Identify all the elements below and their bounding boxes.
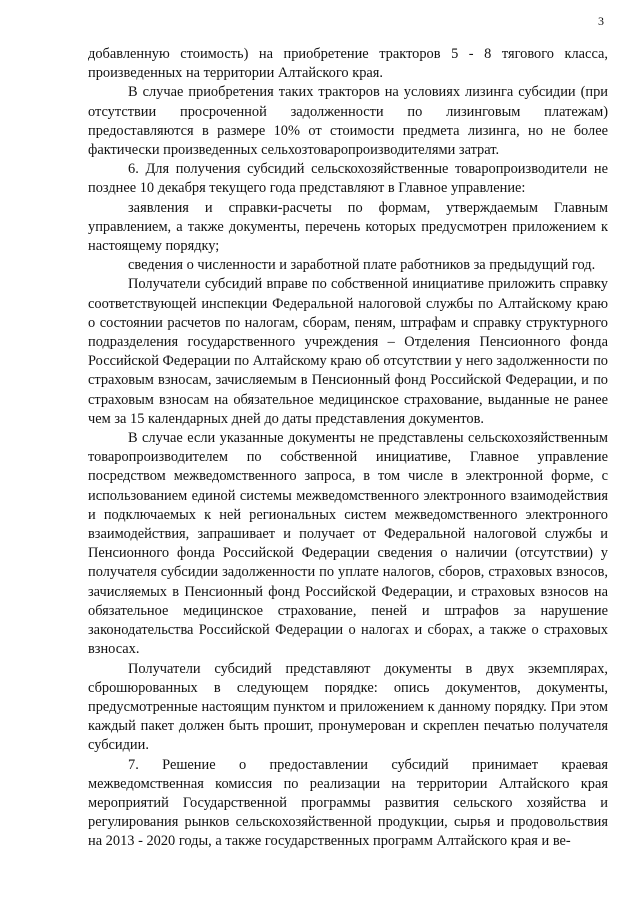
paragraph-4: заявления и справки-расчеты по формам, утверждаемым Главным управлением, а также документы, перечень которых предусмотрен приложением к настоящему порядку;	[88, 199, 608, 255]
paragraph-2: В случае приобретения таких тракторов на условиях лизинга субсидии (при отсутствии просроченной задолженности по лизинговым платежам) предоставляются в размере 10% от стоимости предмета лизинга, но не более фактически произведенных сельхозтоваропроизводителями затрат.	[88, 84, 608, 159]
paragraph-6: Получатели субсидий вправе по собственной инициативе приложить справку соответствующей инспекции Федеральной налоговой службы по Алтайскому краю о состоянии расчетов по налогам, сборам, пеням, штрафам и справку структурного подразделения государственного учреждения – Отделения Пенсионного фонда Российской Федерации по Алтайскому краю об отсутствии у него задолженности по страховым взносам, зачисляемым в Пенсионный фонд Российской Федерации, и по страховым взносам на обязательное медицинское страхование, выданные не ранее чем за 15 календарных дней до даты представления документов.	[88, 276, 608, 427]
paragraph-8: Получатели субсидий представляют документы в двух экземплярах, сброшюрованных в следующем порядке: опись документов, документы, предусмотренные настоящим пунктом и приложением к данному порядку. При этом каждый пакет должен быть прошит, пронумерован и скреплен печатью получателя субсидии.	[88, 660, 608, 754]
paragraph-5: сведения о численности и заработной плате работников за предыдущий год.	[128, 257, 596, 274]
document-body	[88, 45, 608, 852]
paragraph-7: В случае если указанные документы не представлены сельскохозяйственным товаропроизводителем по собственной инициативе, Главное управление посредством межведомственного запроса, в том числе в электронной форме, с использованием единой системы межведомственного электронного взаимодействия и подключаемых к ней региональных систем межведомственного электронного взаимодействия, запрашивает и получает от Федеральной налоговой службы и Пенсионного фонда Российской Федерации сведения о наличии (отсутствии) у получателя субсидии задолженности по уплате налогов, сборов, страховых взносов, зачисляемых в Пенсионный фонд Российской Федерации, и страховых взносов на обязательное медицинское страхование, пеней и штрафов за нарушение законодательства Российской Федерации о налогах и сборах, а также о страховых взносах.	[88, 430, 608, 658]
paragraph-3: 6. Для получения субсидий сельскохозяйственные товаропроизводители не позднее 10 декабря текущего года представляют в Главное управление:	[88, 161, 608, 197]
paragraph-9: 7. Решение о предоставлении субсидий принимает краевая межведомственная комиссия по реализации на территории Алтайского края мероприятий Государственной программы развития сельского хозяйства и регулирования рынков сельскохозяйственной продукции, сырья и продовольствия на 2013 - 2020 годы, а также государственных программ Алтайского края и ве-	[88, 756, 608, 850]
page-number: 3	[598, 14, 604, 28]
paragraph-1: добавленную стоимость) на приобретение тракторов 5 - 8 тягового класса, произведенных на территории Алтайского края.	[88, 46, 608, 82]
